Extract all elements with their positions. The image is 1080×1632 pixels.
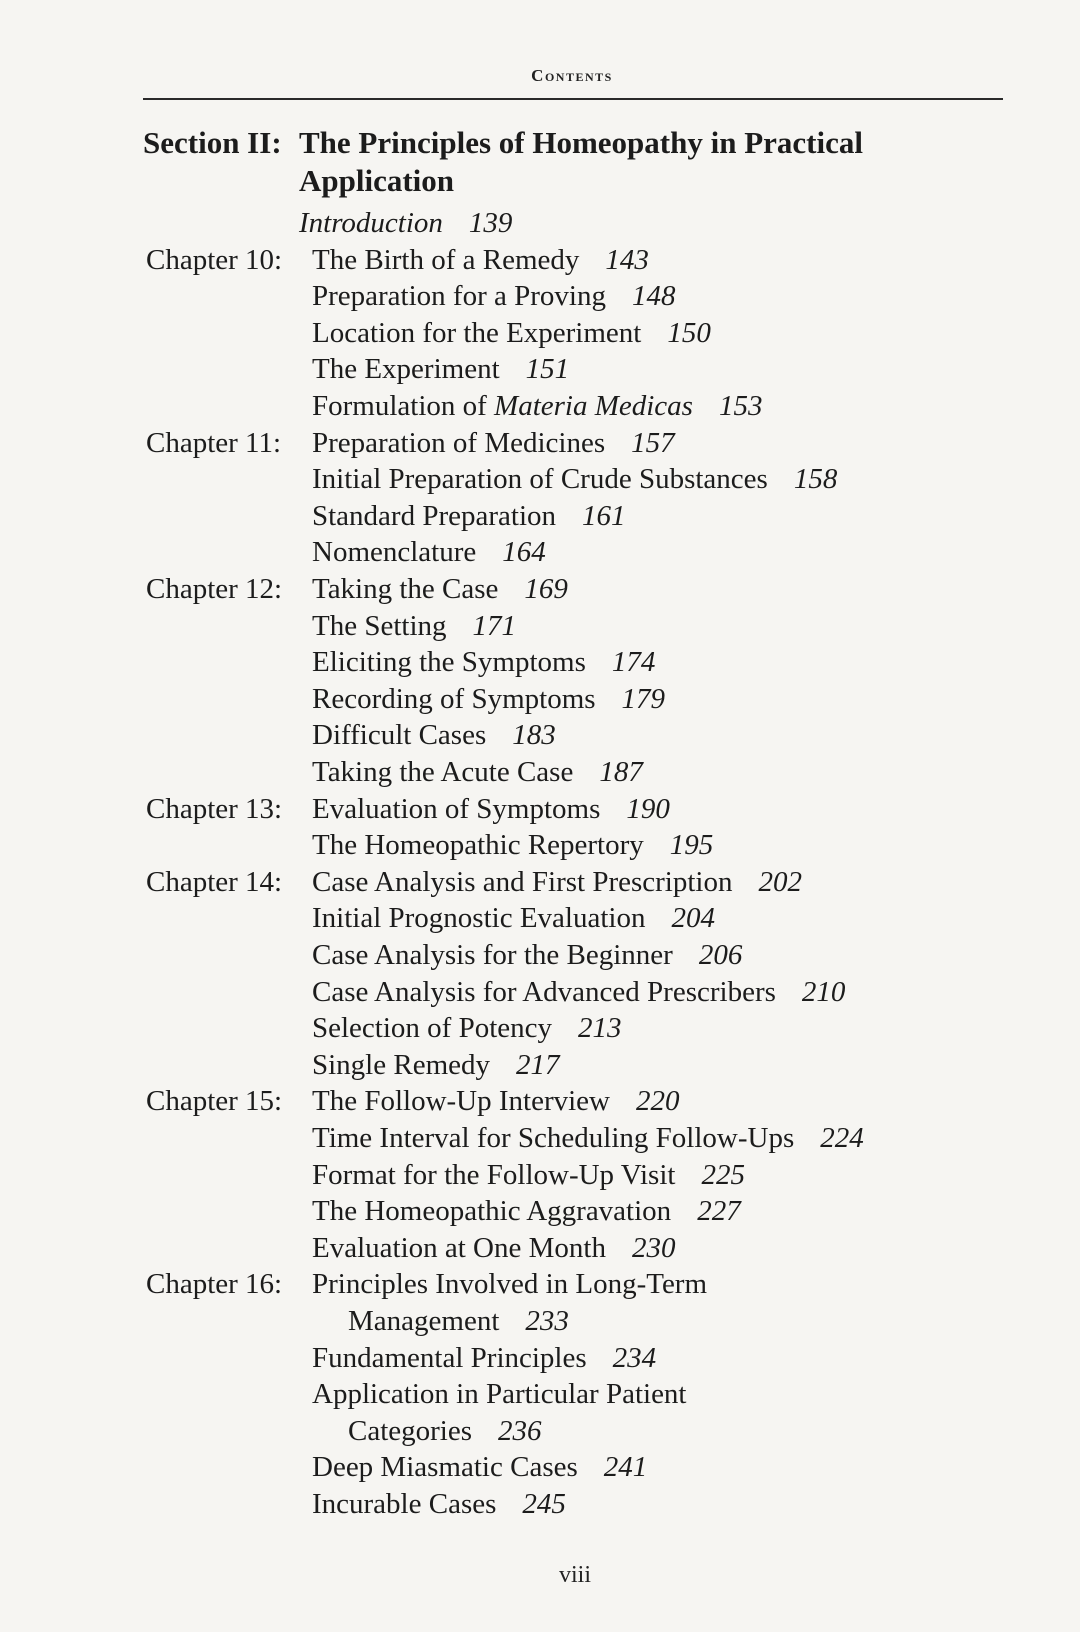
entry-page-number: 234 xyxy=(612,1341,657,1374)
entry-page-number: 183 xyxy=(512,719,556,752)
subsection-entry xyxy=(312,1047,560,1083)
entry-page-number: 143 xyxy=(605,243,649,276)
entry-title: Format for the Follow-Up Visit xyxy=(312,1158,676,1191)
subsection-continuation xyxy=(348,1413,542,1449)
entry-title: Time Interval for Scheduling Follow-Ups xyxy=(312,1122,795,1154)
subsection-entry xyxy=(312,461,837,497)
entry-title: Categories xyxy=(348,1414,473,1447)
entry-title: Recording of Symptoms xyxy=(312,682,596,715)
entry-title: Taking the Case xyxy=(312,573,499,605)
subsection-entry xyxy=(312,608,516,644)
entry-title: Taking the Acute Case xyxy=(312,756,574,788)
entry-page-number: 227 xyxy=(697,1195,741,1228)
entry-page-number: 174 xyxy=(611,646,656,679)
chapter-title-entry xyxy=(312,425,675,461)
subsection-entry xyxy=(312,1193,741,1229)
chapter-label: Chapter 10: xyxy=(146,243,283,276)
entry-title: Case Analysis for Advanced Prescribers xyxy=(312,975,776,1008)
subsection-entry xyxy=(312,1010,622,1046)
section-title: The Principles of Homeopathy in Practical Application xyxy=(299,125,863,198)
subsection-entry xyxy=(312,351,569,387)
entry-page-number: 158 xyxy=(793,463,838,496)
entry-page-number: 213 xyxy=(578,1012,622,1045)
entry-page-number: 161 xyxy=(582,499,626,532)
entry-title: Application in Particular Patient xyxy=(312,1378,687,1411)
section-label: Section II: xyxy=(143,125,282,160)
page-number: viii xyxy=(558,1562,591,1588)
entry-title: The Birth of a Remedy xyxy=(312,243,580,276)
entry-title: The Experiment xyxy=(312,353,500,386)
entry-title: Principles Involved in Long-Term xyxy=(312,1268,708,1301)
chapter-title-entry xyxy=(312,571,568,607)
subsection-entry xyxy=(312,827,713,863)
entry-title: Management xyxy=(348,1305,500,1337)
entry-title: Difficult Cases xyxy=(312,719,487,752)
entry-title: Initial Preparation of Crude Substances xyxy=(312,463,768,496)
entry-title: Initial Prognostic Evaluation xyxy=(312,902,646,935)
chapter-title-entry xyxy=(312,1083,680,1119)
entry-page-number: 150 xyxy=(667,316,711,349)
subsection-entry xyxy=(312,1486,566,1522)
chapter-label: Chapter 11: xyxy=(146,426,282,459)
entry-page-number: 195 xyxy=(669,829,714,862)
subsection-entry xyxy=(312,717,556,753)
chapter-title-entry xyxy=(312,242,649,278)
entry-title: The Homeopathic Repertory xyxy=(312,829,644,862)
entry-title: Selection of Potency xyxy=(312,1012,553,1045)
entry-page-number: 225 xyxy=(701,1158,745,1191)
entry-page-number: 204 xyxy=(671,902,715,935)
entry-page-number: 169 xyxy=(524,573,568,605)
entry-title: Fundamental Principles xyxy=(312,1341,587,1374)
subsection-entry xyxy=(312,900,715,936)
entry-title: Case Analysis and First Prescription xyxy=(312,865,733,898)
introduction-entry xyxy=(299,205,512,241)
subsection-entry xyxy=(312,681,665,717)
chapter-title-entry xyxy=(312,864,802,900)
entry-title: The Homeopathic Aggravation xyxy=(312,1195,672,1228)
entry-title: The Setting xyxy=(312,609,447,642)
entry-page-number: 164 xyxy=(502,536,546,569)
entry-title: Incurable Cases xyxy=(312,1488,497,1520)
chapter-label: Chapter 13: xyxy=(146,792,283,825)
entry-title: Case Analysis for the Beginner xyxy=(312,939,673,971)
subsection-entry xyxy=(312,315,711,351)
chapter-title-continuation xyxy=(348,1303,569,1339)
entry-page-number: 220 xyxy=(636,1085,680,1118)
entry-page-number: 202 xyxy=(758,865,802,898)
subsection-entry xyxy=(312,1340,656,1376)
entry-title-italic: Materia Medicas xyxy=(494,390,693,422)
subsection-entry xyxy=(312,388,762,424)
chapter-label: Chapter 12: xyxy=(146,573,283,605)
entry-title: Preparation for a Proving xyxy=(312,280,606,313)
subsection-entry xyxy=(312,278,675,314)
entry-page-number: 148 xyxy=(631,280,676,313)
chapter-title-entry xyxy=(312,1266,707,1302)
subsection-entry xyxy=(312,1120,864,1156)
entry-title: Standard Preparation xyxy=(312,499,557,532)
chapter-title-entry xyxy=(312,791,670,827)
chapter-label: Chapter 14: xyxy=(146,865,283,898)
entry-title: Nomenclature xyxy=(312,536,477,569)
subsection-entry xyxy=(312,498,626,534)
entry-title: The Follow-Up Interview xyxy=(312,1085,610,1118)
entry-page-number: 233 xyxy=(525,1305,569,1337)
entry-page-number: 190 xyxy=(626,792,670,825)
entry-title: Evaluation at One Month xyxy=(312,1231,606,1264)
entry-title: Location for the Experiment xyxy=(312,316,642,349)
chapter-label: Chapter 15: xyxy=(146,1085,283,1118)
entry-title: Evaluation of Symptoms xyxy=(312,792,601,825)
entry-page-number: 241 xyxy=(603,1451,648,1484)
entry-page-number: 236 xyxy=(498,1414,542,1447)
subsection-entry xyxy=(312,1230,675,1266)
subsection-entry xyxy=(312,754,643,790)
entry-page-number: 151 xyxy=(525,353,570,386)
chapter-label: Chapter 16: xyxy=(146,1268,283,1301)
subsection-entry xyxy=(312,534,546,570)
subsection-entry xyxy=(312,644,655,680)
entry-page-number: 157 xyxy=(631,426,675,459)
header-rule xyxy=(143,98,1003,100)
entry-title: Formulation of xyxy=(312,390,495,422)
entry-page-number: 153 xyxy=(718,390,763,422)
entry-page-number: 245 xyxy=(522,1488,566,1520)
subsection-entry xyxy=(312,937,742,973)
entry-title: Eliciting the Symptoms xyxy=(312,646,586,679)
entry-page-number: 224 xyxy=(820,1122,864,1154)
entry-title: Introduction xyxy=(299,207,443,239)
entry-title: Preparation of Medicines xyxy=(312,426,606,459)
entry-page-number: 217 xyxy=(516,1048,560,1081)
entry-page-number: 179 xyxy=(621,682,666,715)
running-head: Contents xyxy=(531,66,613,85)
subsection-entry xyxy=(312,1376,687,1412)
entry-title: Deep Miasmatic Cases xyxy=(312,1451,578,1484)
entry-page-number: 210 xyxy=(801,975,846,1008)
entry-page-number: 139 xyxy=(468,207,513,239)
subsection-entry xyxy=(312,1157,745,1193)
subsection-entry xyxy=(312,1449,647,1485)
entry-page-number: 230 xyxy=(631,1231,676,1264)
entry-title: Single Remedy xyxy=(312,1048,491,1081)
entry-page-number: 206 xyxy=(698,939,743,971)
entry-page-number: 187 xyxy=(599,756,643,788)
entry-page-number: 171 xyxy=(472,609,517,642)
subsection-entry xyxy=(312,974,845,1010)
